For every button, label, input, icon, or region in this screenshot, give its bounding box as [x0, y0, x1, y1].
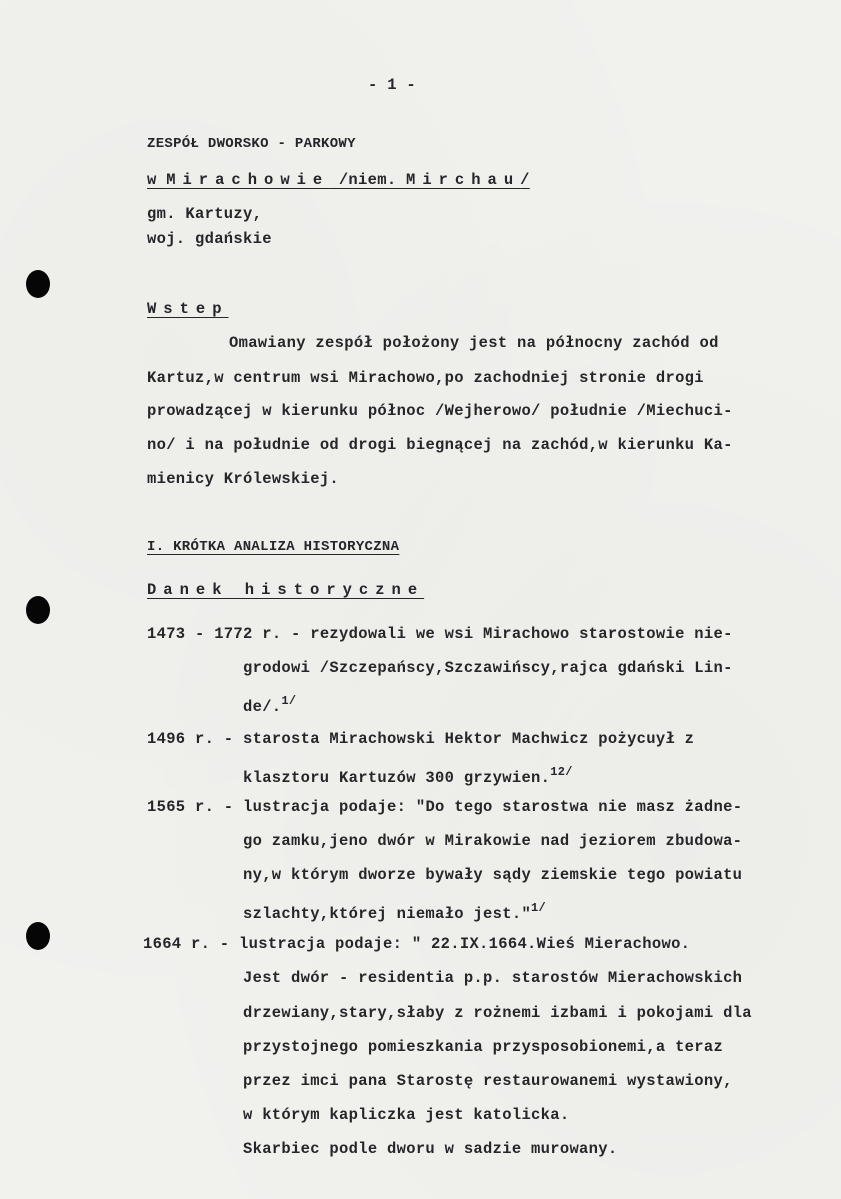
entry-line: przez imci pana Starostę restaurowanemi wystawiony, — [243, 1072, 733, 1090]
entry-line: 1473 - 1772 r. - rezydowali we wsi Mirachowo starostowie nie- — [147, 625, 733, 643]
header-location: w Mirachowie /niem. Mirchau/ — [147, 171, 530, 189]
wstep-line: prowadzącej w kierunku północ /Wejherowo/ południe /Miechuci- — [147, 402, 733, 420]
entry-line: 1664 r. - lustracja podaje: " 22.IX.1664.Wieś Mierachowo. — [143, 935, 691, 953]
section-heading-wstep: Wstep — [147, 300, 229, 318]
footnote-ref: 1/ — [281, 694, 297, 708]
wstep-line: mienicy Królewskiej. — [147, 470, 340, 488]
punch-hole — [26, 922, 50, 950]
footnote-ref: 1/ — [531, 901, 547, 915]
punch-hole — [26, 270, 50, 298]
entry-line: szlachty,której niemało jest."$^{1/}$ — [243, 901, 547, 923]
entry-line: w którym kapliczka jest katolicka. — [243, 1106, 570, 1124]
punch-hole — [26, 596, 50, 624]
entry-line: grodowi /Szczepańscy,Szczawińscy,rajca gdański Lin- — [243, 659, 733, 677]
footnote-ref: 12/ — [550, 765, 573, 779]
entry-line: Jest dwór - residentia p.p. starostów Mierachowskich — [243, 969, 743, 987]
entry-line: przystojnego pomieszkania przysposobionemi,a teraz — [243, 1038, 724, 1056]
entry-line: 1496 r. - starosta Mirachowski Hektor Machwicz pożycuył z — [147, 730, 695, 748]
header-gmina: gm. Kartuzy, — [147, 205, 263, 223]
wstep-line: Kartuz,w centrum wsi Mirachowo,po zachodniej stronie drogi — [147, 369, 704, 387]
entry-line: Skarbiec podle dworu w sadzie murowany. — [243, 1140, 618, 1158]
entry-line: 1565 r. - lustracja podaje: "Do tego starostwa nie masz żadne- — [147, 798, 743, 816]
wstep-line: Omawiany zespół położony jest na północny zachód od — [229, 334, 719, 352]
wstep-line: no/ i na południe od drogi biegnącej na zachód,w kierunku Ka- — [147, 436, 733, 454]
subsection-heading-data: Danek historyczne — [147, 581, 425, 599]
entry-line: ny,w którym dworze bywały sądy ziemskie tego powiatu — [243, 866, 743, 884]
entry-line: de/.$^{1/}$ — [243, 694, 297, 716]
entry-line: klasztoru Kartuzów 300 grzywien.$^{12/}$ — [243, 765, 573, 787]
header-title: ZESPÓŁ DWORSKO - PARKOWY — [147, 136, 356, 152]
entry-line: drzewiany,stary,słaby z rożnemi izbami i pokojami dla — [243, 1004, 752, 1022]
section-heading-analysis: I. KRÓTKA ANALIZA HISTORYCZNA — [147, 539, 400, 555]
page-number: - 1 - — [368, 76, 417, 94]
entry-line: go zamku,jeno dwór w Mirakowie nad jeziorem zbudowa- — [243, 832, 743, 850]
header-wojewodztwo: woj. gdańskie — [147, 230, 272, 248]
